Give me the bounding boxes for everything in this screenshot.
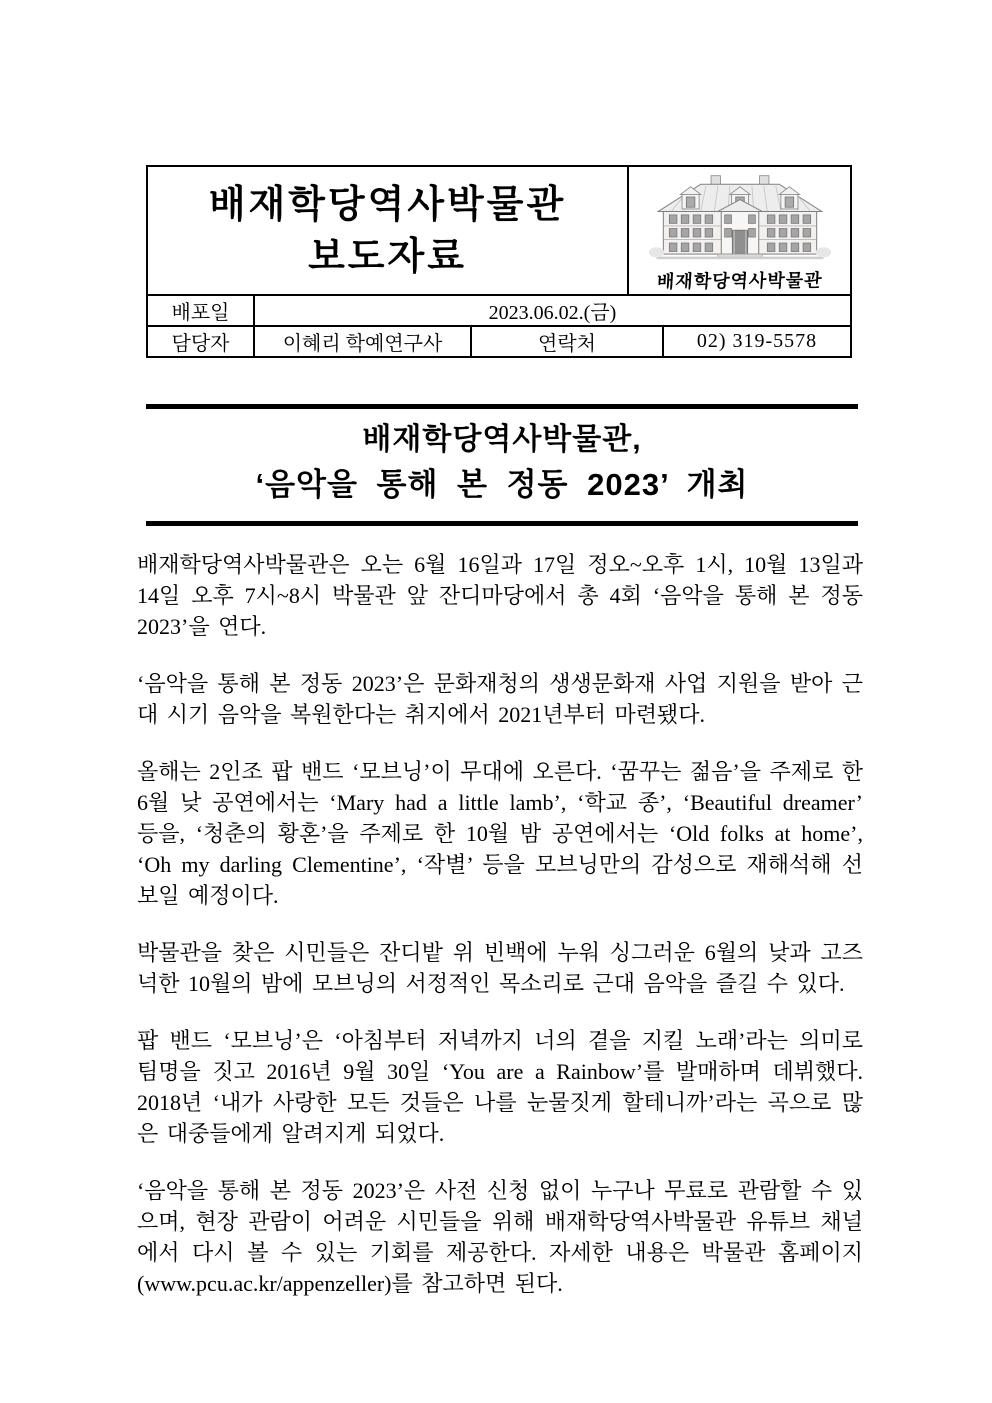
- museum-building-icon: [646, 174, 834, 266]
- org-title: 배재학당역사박물관: [208, 183, 567, 226]
- article-body: [137, 549, 863, 1325]
- body-paragraph: 박물관을 찾은 시민들은 잔디밭 위 빈백에 누워 싱그러운 6월의 낮과 고즈넉한 10월의 밤에 모브닝의 서정적인 목소리로 근대 음악을 즐길 수 있다.: [137, 940, 863, 996]
- body-paragraph: ‘음악을 통해 본 정동 2023’은 문화재청의 생생문화재 사업 지원을 받아 근대 시기 음악을 복원한다는 취지에서 2021년부터 마련됐다.: [137, 671, 863, 727]
- contact-phone: 02) 319-5578: [662, 327, 850, 356]
- contact-row: [148, 325, 850, 356]
- headline-line1: 배재학당역사박물관,: [362, 423, 642, 456]
- release-date-value: 2023.06.02.(금): [253, 296, 850, 325]
- contact-person-label: 담당자: [171, 333, 230, 355]
- release-date-row: [148, 294, 850, 325]
- headline-block: [146, 404, 858, 526]
- body-paragraph: 올해는 2인조 팝 밴드 ‘모브닝’이 무대에 오른다. ‘꿈꾸는 젊음’을 주제로 한 6월 낮 공연에서는 ‘Mary had a little lamb’, ‘학교 종’, ‘Beautiful dreamer’ 등을, ‘청춘의 황혼’을 주제로 한 10월 밤 공연에서는 ‘Old folks at home’, ‘Oh my darling Clementine’, ‘작별’ 등을 모브닝만의 감성으로 재해석해 선보일 예정이다.: [137, 759, 863, 908]
- release-date-label: 배포일: [171, 302, 230, 324]
- header-title-row: [148, 167, 850, 294]
- headline-line2: ‘음악을 통해 본 정동 2023’ 개최: [255, 467, 749, 502]
- contact-label: 연락처: [470, 327, 662, 356]
- document-title-cell: [148, 167, 627, 294]
- body-paragraph: 팝 밴드 ‘모브닝’은 ‘아침부터 저녁까지 너의 곁을 지킬 노래’라는 의미로 팀명을 짓고 2016년 9월 30일 ‘You are a Rainbow’를 발매하며 데뷔했다. 2018년 ‘내가 사랑한 모든 것들은 나를 눈물짓게 할테니까’라는 곡으로 많은 대중들에게 알려지게 되었다.: [137, 1028, 863, 1146]
- museum-logo: [627, 167, 850, 294]
- doc-type-title: 보도자료: [308, 235, 467, 278]
- body-paragraph: ‘음악을 통해 본 정동 2023’은 사전 신청 없이 누구나 무료로 관람할 수 있으며, 현장 관람이 어려운 시민들을 위해 배재학당역사박물관 유튜브 채널에서 다시 볼 수 있는 기회를 제공한다. 자세한 내용은 박물관 홈페이지(www.pcu.ac.kr/appenzeller)를 참고하면 된다.: [137, 1178, 863, 1296]
- contact-person-value: 이혜리 학예연구사: [253, 327, 470, 356]
- museum-logo-caption: 배재학당역사박물관: [656, 269, 823, 292]
- header-table: [146, 165, 852, 358]
- body-paragraph: 배재학당역사박물관은 오는 6월 16일과 17일 정오~오후 1시, 10월 13일과 14일 오후 7시~8시 박물관 앞 잔디마당에서 총 4회 ‘음악을 통해 본 정동 2023’을 연다.: [137, 552, 863, 639]
